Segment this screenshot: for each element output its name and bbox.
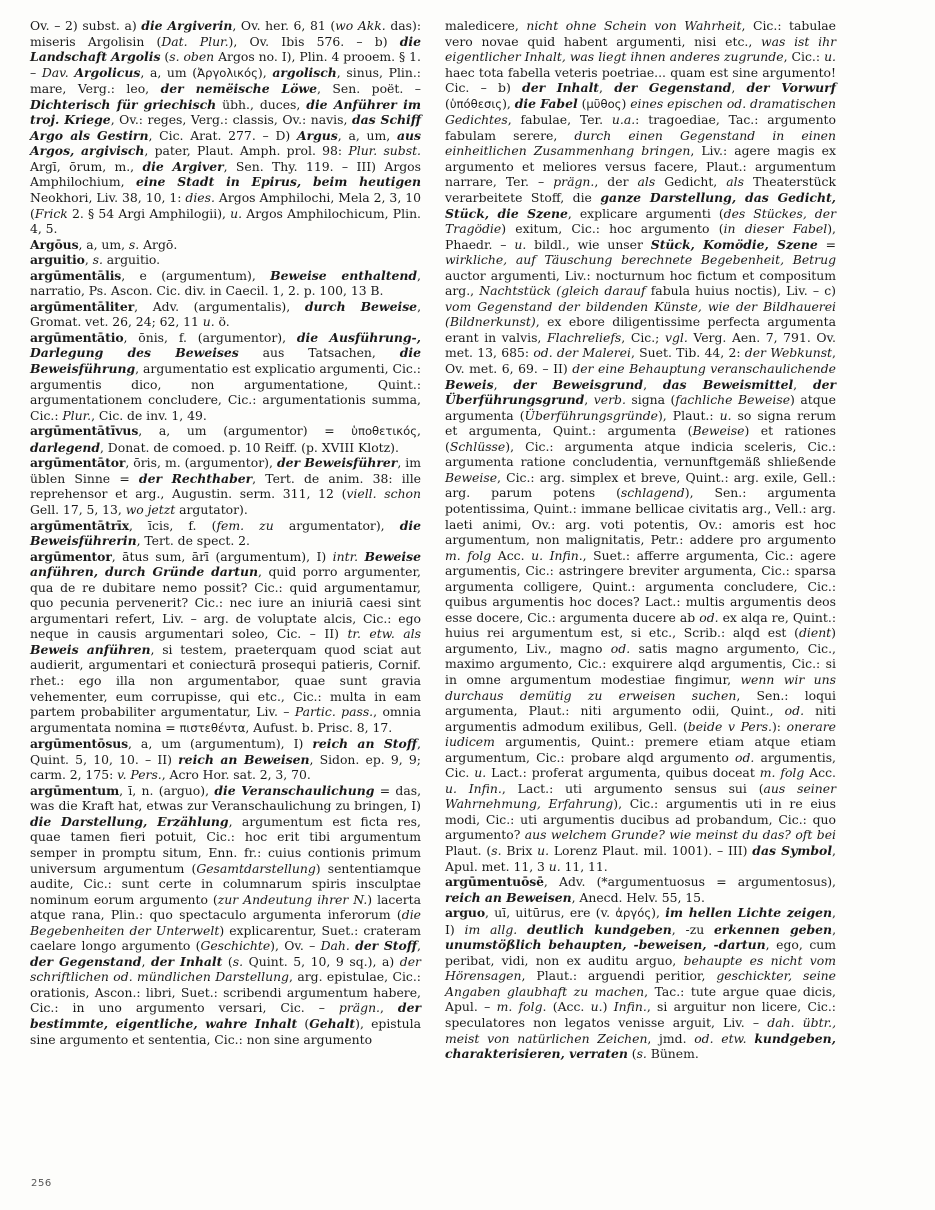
entry-argumentatio: [30, 330, 421, 423]
entry-body: , e (argumentum), Beweise enthaltend, narratio, Ps. Ascon. Cic. div. in Caecil. 1, 2. p. 100, 13 B.: [30, 267, 421, 299]
headword: argūmentālis: [30, 267, 122, 283]
entry-argumentatrix: [30, 518, 421, 549]
entry-argumentuose: [445, 874, 836, 905]
entry-body: Ov. – 2) subst. a) die Argiverin, Ov. her. 6, 81 (wo Akk. das): miseris Argolisin (Dat. Plur.), Ov. Ibis 576. – b) die Landschaft Argolis (s. oben Argos no. I), Plin. 4 prooem. § 1. – Dav. Argolicus, a, um (Ἀργολικός), argolisch, sinus, Plin.: mare, Verg.: leo, der nemëische Löwe, Sen. poët. – Dichterisch für griechisch übh., duces, die Anführer im troj. Kriege, Ov.: reges, Verg.: classis, Ov.: navis, das Schiff Argo als Gestirn, Cic. Arat. 277. – D) Argus, a, um, aus Argos, argivisch, pater, Plaut. Amph. prol. 98: Plur. subst. Argī, ōrum, m., die Argiver, Sen. Thy. 119. – III) Argos Amphilochium, eine Stadt in Epirus, beim heutigen Neokhori, Liv. 38, 10, 1: dies. Argos Amphilochi, Mela 2, 3, 10 (Frick 2. § 54 Argi Amphilogii), u. Argos Amphilochicum, Plin. 4, 5.: [30, 18, 422, 237]
headword: argūmentātor: [30, 455, 126, 471]
headword: argūmentuōsē: [445, 874, 544, 890]
two-column-text-body: [30, 18, 905, 1158]
entry-body: , īcis, f. (fem. zu argumentator), die Beweisführerin, Tert. de spect. 2.: [30, 517, 421, 549]
entry-body: , ōnis, f. (argumentor), die Ausführung-, Darlegung des Beweises aus Tatsachen, die Beweisführung, argumentatio est explicatio argumenti, Cic.: argumentis dico, non argumentatione, Quint.: argumentationem concludere, Cic.: argumentationis summa, Cic.: Plur., Cic. de inv. 1, 49.: [30, 329, 422, 423]
entry-body: , ōris, m. (argumentor), der Beweisführer, im üblen Sinne = der Rechthaber, Tert. de anim. 38: ille reprehensor et arg., Augustin. serm. 311, 12 (viell. schon Gell. 17, 5, 13, wo jetzt argutator).: [30, 455, 421, 517]
entry-argous: [30, 237, 421, 253]
entry-arguitio: [30, 252, 421, 268]
left-text-column: [30, 18, 421, 1158]
entry-argumentum: [30, 783, 421, 1047]
entry-argumentaliter: [30, 299, 421, 330]
entry-argumentor: [30, 549, 421, 737]
entry-body: , Adv. (argumentalis), durch Beweise, Gromat. vet. 26, 24; 62, 11 u. ö.: [30, 298, 422, 330]
entry-body: , a, um, s. Argō.: [78, 236, 178, 252]
entry-body: , a, um (argumentor) = ὑποθετικός, darlegend, Donat. de comoed. p. 10 Reiff. (p. XVIII Klotz).: [30, 423, 421, 455]
entry-argumentativus: [30, 423, 421, 455]
entry-body: , ī, n. (arguo), die Veranschaulichung = das, was die Kraft hat, etwas zur Veranschaulichung zu bringen, I) die Darstellung, Erzählung, argumentum est ficta res, quae tamen fieri potuit, Cic.: hoc erit tibi argumentum semper in promptu situm, Enn. fr.: cuius contionis primum universum argumentum (Gesamtdarstellung) sententiamque audite, Cic.: sunt certe in columnarum spiris insculptae nominum eorum argumento (zur Andeutung ihrer N.) lacerta atque rana, Plin.: quo spectaculo argumenta inferorum (die Begebenheiten der Unterwelt) explicarentur, Suet.: crateram caelare longo argumento (Geschichte), Ov. – Dah. der Stoff, der Gegenstand, der Inhalt (s. Quint. 5, 10, 9 sq.), a) der schriftlichen od. mündlichen Darstellung, arg. epistulae, Cic.: orationis, Ascon.: libri, Suet.: scribendi argumentum habere, Cic.: in uno argumento versari, Cic. – prägn., der bestimmte, eigentliche, wahre Inhalt (Gehalt), epistula sine argumento et sententia, Cic.: non sine argumento: [30, 782, 422, 1047]
right-text-column: [445, 18, 836, 1158]
headword: argūmentum: [30, 782, 120, 798]
entry-arguo: [445, 905, 836, 1061]
headword: argūmentātrīx: [30, 517, 130, 533]
headword: argūmentātio: [30, 329, 124, 345]
headword: arguo: [445, 905, 485, 921]
entry-argumentalis: [30, 268, 421, 299]
headword: argūmentātīvus: [30, 423, 139, 439]
entry-body: , uī, uitūrus, ere (v. ἀργός), im hellen Lichte zeigen, I) im allg. deutlich kundgeben, -zu erkennen geben, unumstößlich behaupten, -beweisen, -dartun, ego, cum peribat, vidi, non ex auditu arguo, behaupte es nicht vom Hörensagen, Plaut.: arguendi peritior, geschickter, seine Angaben glaubhaft zu machen, Tac.: tute argue quae dicis, Apul. – m. folg. (Acc. u.) Infin., si arguitur non licere, Cic.: speculatores non legatos venisse arguit, Liv. – dah. übtr., meist von natürlichen Zeichen, jmd. od. etw. kundgeben, charakterisieren, verraten (s. Bünem.: [445, 905, 837, 1062]
entry-argumentosus: [30, 736, 421, 783]
entry-body: , ātus sum, ārī (argumentum), I) intr. Beweise anführen, durch Gründe dartun, quid porro argumenter, qua de re dubitare nemo possit? Cic.: quid argumentamur, quo pecunia pervenerit? Cic.: nec iure an iniuriā caesi sint argumentari refert, Liv. – arg. de voluptate alcis, Cic.: ego neque in causis argumentari soleo, Cic. – II) tr. etw. als Beweis anführen, si testem, praeterquam quod sciat aut audierit, argumentari et coniecturā prosequi patieris, Cornif. rhet.: ego illa non argumentabor, quae sunt gravia vehementer, eum corrupisse, qui etc., Cic.: multa in eam partem probabiliter argumentatur, Liv. – Partic. pass., omnia argumentata nomina = πιστεθέντα, Aufust. b. Prisc. 8, 17.: [30, 548, 422, 735]
headword: argūmentōsus: [30, 736, 128, 752]
entry-argivus-continuation: [30, 18, 421, 237]
headword: argūmentor: [30, 548, 112, 564]
headword: Argōus: [30, 236, 79, 252]
entry-body: , a, um (argumentum), I) reich an Stoff, Quint. 5, 10, 10. – II) reich an Beweisen, Sidon. ep. 9, 9; carm. 2, 175: v. Pers., Acro Hor. sat. 2, 3, 70.: [30, 736, 421, 783]
entry-body: maledicere, nicht ohne Schein von Wahrheit, Cic.: tabulae vero novae quid habent argumenti, nisi etc., was ist ihr eigentlicher Inhalt, was liegt ihnen anderes zugrunde, Cic.: u. haec tota fabella veteris poetriae... quam est sine argumento! Cic. – b) der Inhalt, der Gegenstand, der Vorwurf (ὑπόθεσις), die Fabel (μῦθος) eines epischen od. dramatischen Gedichtes, fabulae, Ter. u.a.: tragoediae, Tac.: argumento fabulam serere, durch einen Gegenstand in einen einheitlichen Zusammenhang bringen, Liv.: agere magis ex argumento et meliores versus facere, Plaut.: argumentum narrare, Ter. – prägn., der als Gedicht, als Theaterstück verarbeitete Stoff, die ganze Darstellung, das Gedicht, Stück, die Szene, explicare argumenti (des Stückes, der Tragödie) exitum, Cic.: hoc argumento (in dieser Fabel), Phaedr. – u. bildl., wie unser Stück, Komödie, Szene = wirkliche, auf Täuschung berechnete Begebenheit, Betrug auctor argumenti, Liv.: nocturnum hoc fictum et compositum arg., Nachtstück (gleich darauf fabula huius noctis), Liv. – c) vom Gegenstand der bildenden Künste, wie der Bildhauerei (Bildnerkunst), ex ebore diligentissime perfecta argumenta erant in valvis, Flachreliefs, Cic.; vgl. Verg. Aen. 7, 791. Ov. met. 13, 685: od. der Malerei, Suet. Tib. 44, 2: der Webkunst, Ov. met. 6, 69. – II) der eine Behauptung veranschaulichende Beweis, der Beweisgrund, das Beweismittel, der Überführungsgrund, verb. signa (fachliche Beweise) atque argumenta (Überführungsgründe), Plaut.: u. so signa rerum et argumenta, Quint.: argumenta (Beweise) et rationes (Schlüsse), Cic.: argumenta atque indicia sceleris, Cic.: argumenta ratione concludentia, vernunftgemäß shließende Beweise, Cic.: arg. simplex et breve, Quint.: arg. exile, Gell.: arg. parum potens (schlagend), Sen.: argumenta potentissima, Quint.: immane bellicae civitatis arg., Vell.: arg. laeti animi, Ov.: arg. voti potentis, Ov.: amoris est hoc argumentum, non malignitatis, Petr.: addere pro argumento m. folg Acc. u. Infin., Suet.: afferre argumenta, Cic.: agere argumentis, Cic.: astringere breviter argumenta, Cic.: sparsa argumenta colligere, Quint.: argumenta concludere, Cic.: quibus argumentis hoc doces? Lact.: multis argumentis deos esse docere, Cic.: argumenta ducere ab od. ex alqa re, Quint.: huius rei argumentum est, si etc., Scrib.: alqd est (dient) argumento, Liv., magno od. satis magno argumento, Cic., maximo argumento, Cic.: exquirere alqd argumentis, Cic.: si in omne argumentum modestiae fingimur, wenn wir uns durchaus demütig zu erweisen suchen, Sen.: loqui argumenta, Plaut.: niti argumento odii, Quint., od. niti argumentis admodum exilibus, Gell. (beide v Pers.): onerare iudicem argumentis, Quint.: premere etiam atque etiam argumentum, Cic.: probare alqd argumento od. argumentis, Cic. u. Lact.: proferat argumenta, quibus doceat m. folg Acc. u. Infin., Lact.: uti argumento sensus sui (aus seiner Wahrnehmung, Erfahrung), Cic.: argumentis uti in re eius modi, Cic.: uti argumentis ducibus ad probandum, Cic.: quo argumento? aus welchem Grunde? wie meinst du das? oft bei Plaut. (s. Brix u. Lorenz Plaut. mil. 1001). – III) das Symbol, Apul. met. 11, 3 u. 11, 11.: [445, 18, 837, 874]
entry-body: , Adv. (*argumentuosus = argumentosus), reich an Beweisen, Anecd. Helv. 55, 15.: [445, 874, 836, 905]
entry-argumentator: [30, 455, 421, 517]
headword: arguitio: [30, 252, 85, 268]
entry-body: , s. arguitio.: [84, 252, 161, 268]
entry-argumentum-continuation: [445, 18, 836, 874]
headword: argūmentāliter: [30, 298, 135, 314]
page-number: 256: [31, 1178, 52, 1189]
